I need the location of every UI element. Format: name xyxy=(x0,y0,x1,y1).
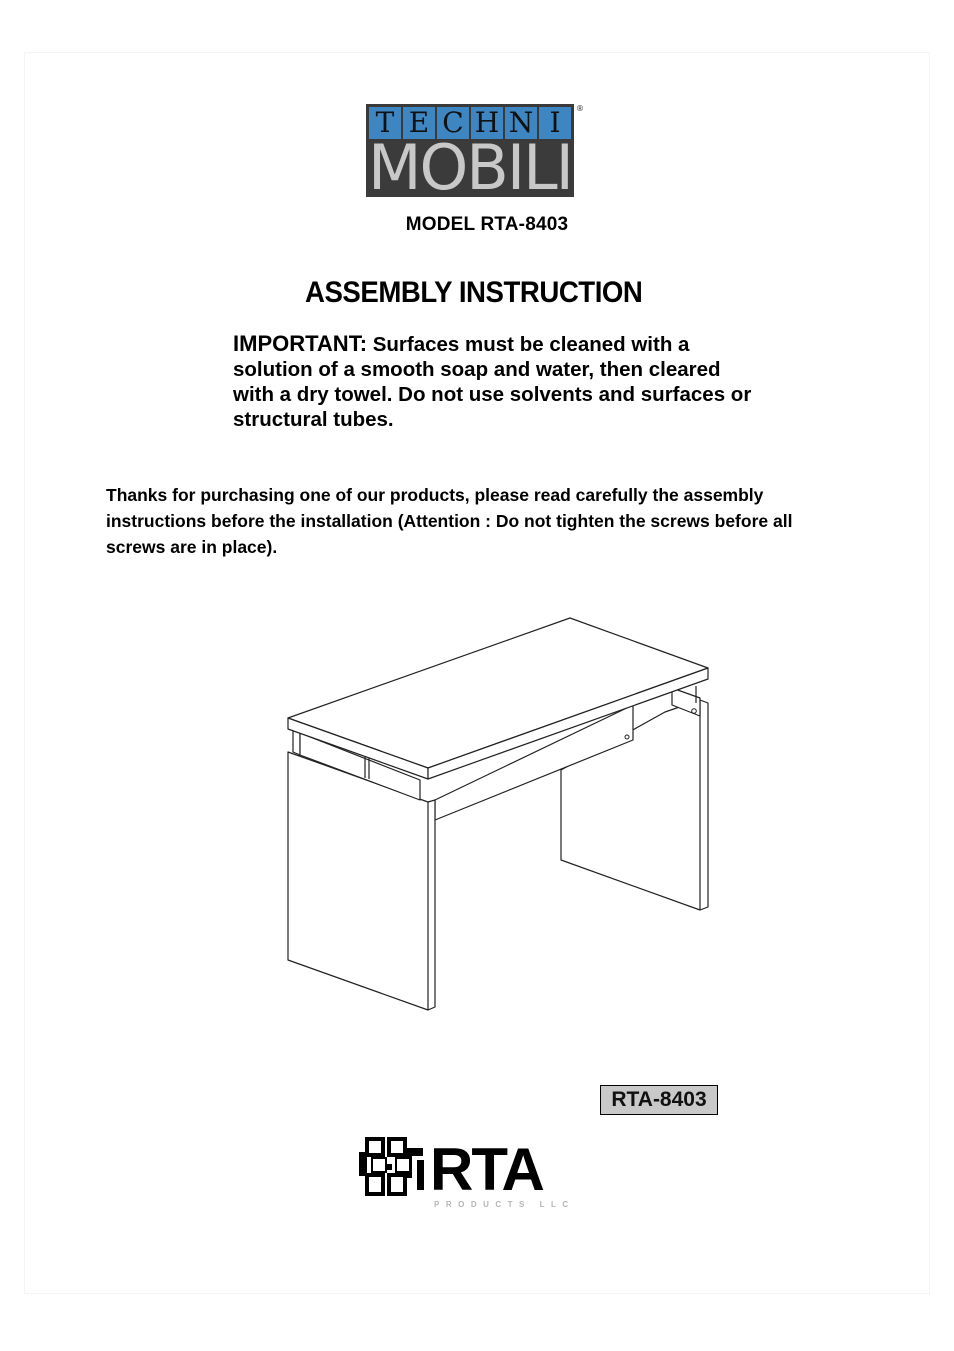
rta-logo-subtext: PRODUCTS LLC xyxy=(434,1200,575,1209)
rta-logo-text: RTA xyxy=(430,1136,543,1203)
logo-mobili-text: MOBILI xyxy=(368,141,572,197)
desk-illustration xyxy=(280,610,720,1020)
model-line: MODEL RTA-8403 xyxy=(405,214,569,235)
screw-hole xyxy=(625,735,629,739)
logo-letter: C xyxy=(437,107,469,139)
techni-mobili-logo xyxy=(366,104,574,197)
important-notice xyxy=(233,331,753,432)
logo-letter: T xyxy=(369,107,401,139)
logo-mobili-row xyxy=(366,141,574,197)
logo-letter: H xyxy=(471,107,503,139)
registered-mark: ® xyxy=(576,104,584,113)
important-text: Surfaces must be cleaned with a solution of a smooth soap and water, then cleared with a dry towel. Do not use solvents and surfaces or structural tubes. xyxy=(233,333,752,431)
thanks-paragraph: Thanks for purchasing one of our products, please read carefully the assembly instructions before the installation (Attention : Do not tighten the screws before all screws are in place). xyxy=(106,485,793,557)
screw-hole xyxy=(692,709,697,714)
product-code-badge: RTA-8403 xyxy=(600,1085,718,1115)
logo-letter: N xyxy=(505,107,537,139)
page-title: ASSEMBLY INSTRUCTION xyxy=(305,276,643,309)
logo-letter: I xyxy=(539,107,571,139)
logo-techni-row xyxy=(369,107,571,139)
logo-letter: E xyxy=(403,107,435,139)
important-lead: IMPORTANT: xyxy=(233,331,368,356)
support-post xyxy=(293,730,300,755)
